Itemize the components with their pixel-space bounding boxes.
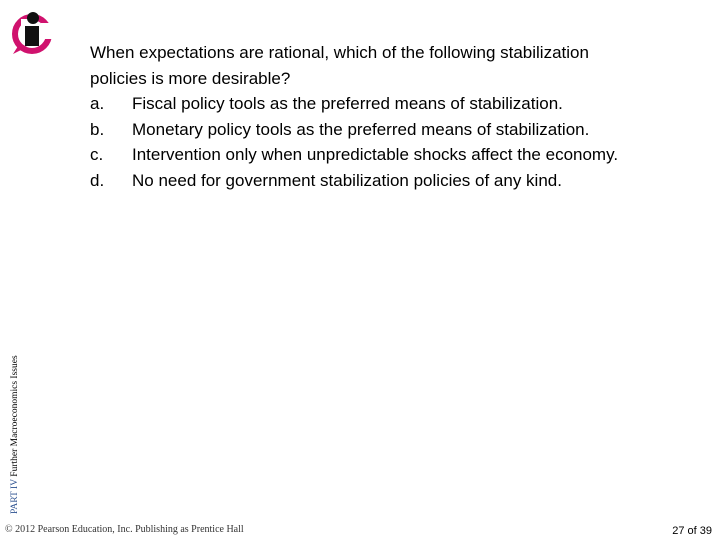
option-d-letter: d. — [90, 170, 105, 190]
option-d-text: No need for government stabilization policies of any kind. — [132, 170, 562, 190]
question-block — [90, 40, 700, 193]
option-c-letter: c. — [90, 145, 104, 164]
option-c — [90, 142, 700, 168]
option-a — [90, 91, 700, 117]
page-number: 27 of 39 — [672, 525, 712, 537]
part-title: Further Macroeconomics Issues — [10, 355, 20, 477]
option-b-letter: b. — [90, 119, 105, 139]
option-d — [90, 168, 700, 194]
copyright-notice: © 2012 Pearson Education, Inc. Publishing as Prentice Hall — [5, 524, 244, 535]
option-a-letter: a. — [90, 94, 105, 113]
info-person-icon — [8, 10, 58, 56]
question-line-1: When expectations are rational, which of the following stabilization — [90, 43, 589, 62]
option-a-text: Fiscal policy tools as the preferred means of stabilization. — [132, 94, 563, 113]
question-line-2: policies is more desirable? — [90, 68, 291, 88]
option-b — [90, 117, 700, 143]
part-sidebar-label — [9, 355, 21, 514]
option-c-text: Intervention only when unpredictable shocks affect the economy. — [132, 145, 619, 164]
option-b-text: Monetary policy tools as the preferred means of stabilization. — [132, 119, 590, 139]
part-number: PART IV — [10, 479, 20, 514]
